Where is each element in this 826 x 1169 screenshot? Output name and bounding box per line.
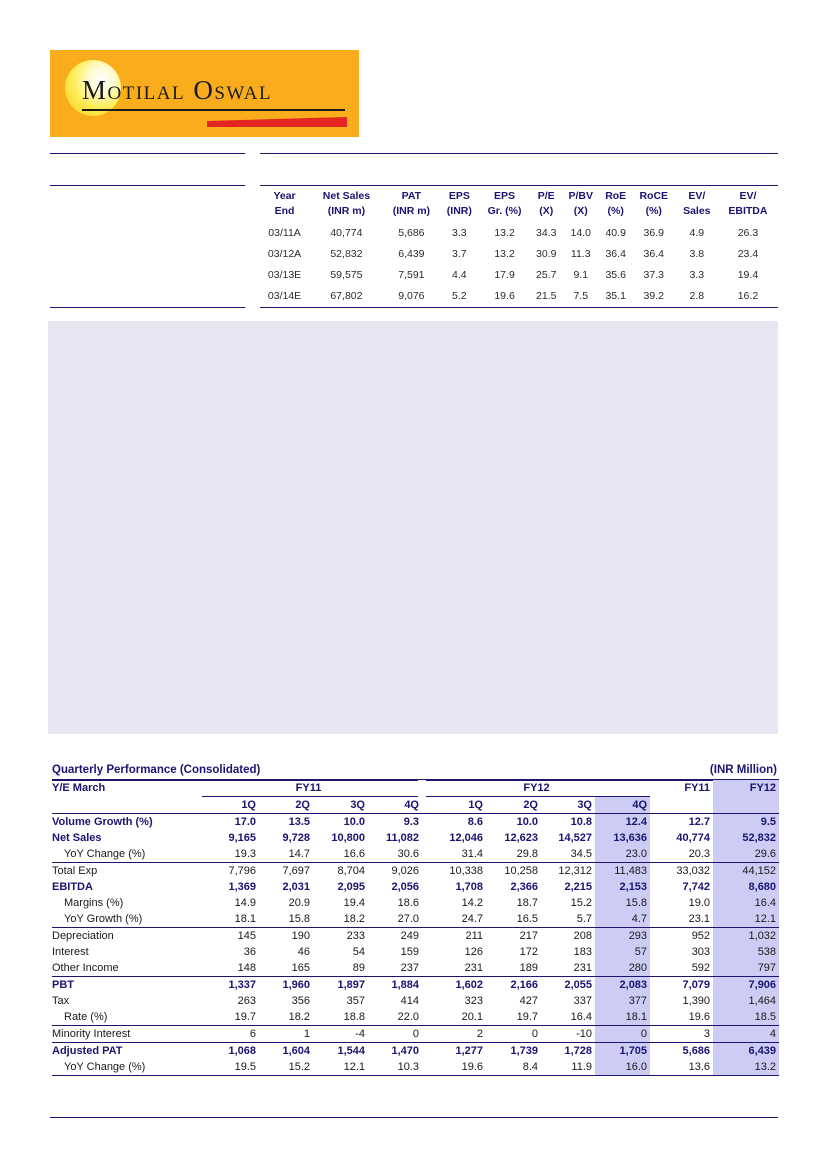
summary-header-cell: Year: [273, 190, 296, 202]
summary-header-cell: (%): [645, 205, 662, 217]
value-cell: 12,312: [541, 863, 595, 880]
value-cell: 172: [519, 946, 538, 958]
value-cell: 249: [368, 928, 422, 945]
value-cell: 0: [368, 1026, 422, 1043]
quarterly-row: [52, 911, 779, 928]
value-cell: 18.7: [516, 897, 538, 909]
quarter-header-row: [52, 797, 779, 814]
summary-cell: 7.5: [573, 289, 589, 302]
summary-cell: 35.6: [605, 268, 626, 281]
value-cell: 303: [691, 946, 711, 958]
value-cell: 1,728: [541, 1043, 595, 1060]
value-cell: 2,056: [391, 881, 419, 893]
value-cell: 34.5: [570, 848, 592, 860]
value-cell: 9,165: [228, 832, 256, 844]
value-cell: 12,623: [504, 832, 538, 844]
row-label: Volume Growth (%): [52, 814, 202, 831]
value-cell: 0: [486, 1026, 541, 1043]
summary-cell: 25.7: [536, 268, 557, 281]
value-cell: 2,153: [595, 879, 650, 895]
value-cell: 22.0: [397, 1011, 419, 1023]
value-cell: 19.6: [688, 1011, 711, 1023]
value-cell: 2,055: [541, 977, 595, 994]
value-cell: 18.2: [343, 913, 365, 925]
annual-fy11-header: FY11: [684, 782, 711, 795]
value-cell: 40,774: [676, 832, 711, 844]
summary-header-cell: (X): [539, 205, 554, 217]
value-cell: 7,079: [650, 977, 713, 994]
value-cell: 19.7: [234, 1011, 256, 1023]
summary-header-cell: P/E: [537, 190, 555, 202]
value-cell: 14.2: [461, 897, 483, 909]
summary-header-cell: EV/: [739, 190, 757, 202]
value-cell: 15.2: [570, 897, 592, 909]
quarter-header-cell: 4Q: [404, 799, 419, 811]
summary-header-cell: (INR m): [327, 205, 366, 217]
quarterly-row: [52, 863, 779, 880]
value-cell: 16.5: [516, 913, 538, 925]
quarterly-row: [52, 1026, 779, 1043]
summary-cell: 16.2: [737, 289, 759, 302]
value-cell: 54: [352, 946, 365, 958]
value-cell: 19.7: [516, 1011, 538, 1023]
summary-cell: 03/13E: [267, 268, 302, 281]
value-cell: 20.3: [688, 848, 711, 860]
value-cell: 10,800: [331, 832, 365, 844]
quarterly-row: [52, 928, 779, 945]
value-cell: -4: [313, 1026, 368, 1043]
summary-cell: 17.9: [494, 268, 515, 281]
value-cell: 17.0: [202, 814, 259, 831]
value-cell: 280: [595, 960, 650, 977]
summary-header-cell: PAT: [401, 190, 422, 202]
value-cell: 592: [691, 962, 711, 974]
quarterly-row: [52, 944, 779, 960]
value-cell: 57: [595, 944, 650, 960]
summary-header-cell: P/BV: [568, 190, 593, 202]
quarter-header-cell: 4Q: [595, 797, 650, 814]
value-cell: 7,697: [259, 863, 313, 880]
summary-cell: 03/12A: [267, 247, 302, 260]
value-cell: 211: [422, 928, 486, 945]
value-cell: 10,338: [422, 863, 486, 880]
value-cell: 13,636: [595, 830, 650, 846]
value-cell: 9.5: [713, 814, 779, 831]
value-cell: 356: [291, 995, 310, 1007]
value-cell: 159: [400, 946, 419, 958]
value-cell: 4: [713, 1026, 779, 1043]
value-cell: 1,897: [313, 977, 368, 994]
value-cell: 11,483: [595, 863, 650, 880]
value-cell: 18.2: [288, 1011, 310, 1023]
summary-cell: 59,575: [330, 268, 363, 281]
summary-header-cell: EPS: [494, 190, 516, 202]
value-cell: 1,337: [202, 977, 259, 994]
value-cell: 12,046: [449, 832, 483, 844]
value-cell: 165: [291, 962, 310, 974]
value-cell: 10.0: [313, 814, 368, 831]
row-label: YoY Growth (%): [64, 913, 143, 925]
value-cell: 23.1: [688, 913, 711, 925]
summary-cell: 3.7: [452, 247, 467, 260]
value-cell: 190: [259, 928, 313, 945]
value-cell: 16.0: [595, 1059, 650, 1076]
value-cell: 10,258: [486, 863, 541, 880]
summary-cell: 26.3: [737, 226, 759, 239]
row-label: Other Income: [52, 962, 119, 974]
quarter-header-spacer: [713, 797, 779, 814]
quarter-header-spacer: [52, 797, 202, 814]
value-cell: 89: [352, 962, 365, 974]
right-rule-bottom: [260, 307, 778, 308]
content-panel: [48, 321, 778, 734]
fy11-group-header: FY11: [202, 780, 422, 797]
value-cell: 377: [595, 993, 650, 1009]
logo-underline: [82, 109, 345, 111]
value-cell: 1,369: [228, 881, 256, 893]
quarterly-row: [52, 879, 779, 895]
value-cell: 183: [573, 946, 592, 958]
value-cell: 126: [464, 946, 483, 958]
annual-fy12-header: FY12: [713, 780, 779, 797]
value-cell: 217: [486, 928, 541, 945]
value-cell: 231: [573, 962, 592, 974]
summary-header-cell: RoCE: [639, 190, 669, 202]
value-cell: 19.4: [343, 897, 365, 909]
quarterly-row: [52, 993, 779, 1009]
summary-cell: 5,686: [398, 226, 425, 239]
quarterly-row: [52, 1009, 779, 1026]
value-cell: 6,439: [713, 1043, 779, 1060]
value-cell: 538: [713, 944, 779, 960]
value-cell: 1,705: [595, 1043, 650, 1060]
value-cell: 1,390: [682, 995, 711, 1007]
value-cell: 323: [464, 995, 483, 1007]
value-cell: 1,068: [202, 1043, 259, 1060]
logo-wordmark: Motilal Oswal: [82, 75, 273, 105]
value-cell: 1,739: [486, 1043, 541, 1060]
summary-cell: 36.4: [605, 247, 626, 260]
quarter-header-cell: 3Q: [350, 799, 365, 811]
summary-row: [259, 243, 778, 264]
quarterly-row: [52, 895, 779, 911]
value-cell: 2,366: [510, 881, 538, 893]
right-rule-top: [260, 153, 778, 154]
row-label: Adjusted PAT: [52, 1043, 202, 1060]
quarter-header-cell: 3Q: [577, 799, 592, 811]
value-cell: 145: [202, 928, 259, 945]
quarter-header-spacer: [650, 797, 713, 814]
value-cell: 18.8: [343, 1011, 365, 1023]
row-label: YoY Change (%): [52, 1059, 202, 1076]
left-rule-mid: [50, 185, 245, 186]
summary-header-cell: RoE: [605, 190, 627, 202]
value-cell: 24.7: [461, 913, 483, 925]
row-label: Tax: [52, 995, 70, 1007]
summary-cell: 2.8: [689, 289, 705, 302]
quarterly-title: Quarterly Performance (Consolidated): [52, 764, 261, 776]
summary-cell: 19.6: [494, 289, 515, 302]
value-cell: 1,464: [713, 993, 779, 1009]
value-cell: 5,686: [650, 1043, 713, 1060]
value-cell: 2,031: [282, 881, 310, 893]
value-cell: 20.1: [461, 1011, 483, 1023]
row-label: Total Exp: [52, 863, 202, 880]
quarter-header-cell: 1Q: [241, 799, 256, 811]
summary-cell: 21.5: [536, 289, 557, 302]
value-cell: 29.8: [516, 848, 538, 860]
summary-cell: 13.2: [494, 247, 515, 260]
right-rule-mid: [260, 185, 778, 186]
logo-swoosh-icon: [207, 117, 347, 127]
summary-cell: 03/14E: [267, 289, 302, 302]
row-label: PBT: [52, 977, 202, 994]
value-cell: 18.5: [713, 1009, 779, 1026]
value-cell: 12.1: [313, 1059, 368, 1076]
value-cell: 16.4: [713, 895, 779, 911]
value-cell: 1,884: [368, 977, 422, 994]
value-cell: 46: [297, 946, 310, 958]
value-cell: 18.6: [397, 897, 419, 909]
summary-header-cell: EV/: [688, 190, 706, 202]
value-cell: 1,544: [313, 1043, 368, 1060]
summary-cell: 14.0: [570, 226, 591, 239]
summary-header-cell: Gr. (%): [487, 205, 522, 217]
value-cell: 19.6: [422, 1059, 486, 1076]
value-cell: 15.8: [288, 913, 310, 925]
summary-cell: 4.9: [689, 226, 705, 239]
value-cell: 797: [713, 960, 779, 977]
row-label: Margins (%): [64, 897, 124, 909]
value-cell: 14.9: [234, 897, 256, 909]
value-cell: 8.6: [422, 814, 486, 831]
value-cell: 8,680: [713, 879, 779, 895]
value-cell: 27.0: [397, 913, 419, 925]
summary-cell: 67,802: [330, 289, 363, 302]
footer-rule: [50, 1117, 778, 1118]
value-cell: 12.4: [595, 814, 650, 831]
summary-header-cell: (INR m): [392, 205, 431, 217]
quarterly-row: [52, 830, 779, 846]
company-logo: [50, 50, 359, 137]
value-cell: 237: [400, 962, 419, 974]
value-cell: 337: [573, 995, 592, 1007]
value-cell: 7,906: [713, 977, 779, 994]
summary-cell: 36.4: [643, 247, 664, 260]
value-cell: 10.8: [541, 814, 595, 831]
value-cell: 12.1: [713, 911, 779, 928]
value-cell: 952: [650, 928, 713, 945]
value-cell: 8,704: [313, 863, 368, 880]
value-cell: 2,215: [564, 881, 592, 893]
summary-header-row-2: [259, 204, 778, 222]
row-label: Interest: [52, 946, 89, 958]
value-cell: 11,082: [385, 832, 419, 844]
value-cell: 427: [519, 995, 538, 1007]
value-cell: 5.7: [576, 913, 592, 925]
quarter-header-cell: 2Q: [523, 799, 538, 811]
value-cell: 13.5: [259, 814, 313, 831]
value-cell: 1,604: [259, 1043, 313, 1060]
summary-header-cell: (X): [573, 205, 588, 217]
row-label: Depreciation: [52, 928, 202, 945]
value-cell: 9,026: [368, 863, 422, 880]
summary-cell: 30.9: [536, 247, 557, 260]
summary-cell: 13.2: [494, 226, 515, 239]
value-cell: 414: [400, 995, 419, 1007]
value-cell: 13.6: [650, 1059, 713, 1076]
value-cell: 18.1: [234, 913, 256, 925]
value-cell: 1,960: [259, 977, 313, 994]
row-label: EBITDA: [52, 881, 93, 893]
value-cell: 23.0: [595, 846, 650, 863]
quarterly-row: [52, 1059, 779, 1076]
row-label: Rate (%): [64, 1011, 108, 1023]
value-cell: 7,742: [682, 881, 711, 893]
summary-row: [259, 285, 778, 306]
value-cell: 7,796: [202, 863, 259, 880]
summary-header-cell: (%): [607, 205, 624, 217]
value-cell: 2,083: [595, 977, 650, 994]
row-label: Minority Interest: [52, 1026, 202, 1043]
fy-header-row: [52, 780, 779, 797]
summary-header-cell: End: [274, 205, 295, 217]
value-cell: 0: [595, 1026, 650, 1043]
quarterly-row: [52, 977, 779, 994]
value-cell: 1,470: [368, 1043, 422, 1060]
summary-cell: 40,774: [330, 226, 363, 239]
value-cell: 2,095: [337, 881, 365, 893]
value-cell: 16.6: [343, 848, 365, 860]
financial-summary-table: [259, 189, 778, 306]
summary-header-cell: Net Sales: [322, 190, 371, 202]
value-cell: 13.2: [713, 1059, 779, 1076]
value-cell: -10: [541, 1026, 595, 1043]
value-cell: 16.4: [570, 1011, 592, 1023]
value-cell: 1,708: [455, 881, 483, 893]
summary-header-cell: EBITDA: [728, 205, 768, 217]
value-cell: 231: [464, 962, 483, 974]
summary-header-row-1: [259, 189, 778, 204]
value-cell: 14,527: [558, 832, 592, 844]
quarter-header-cell: 2Q: [295, 799, 310, 811]
value-cell: 44,152: [713, 863, 779, 880]
value-cell: 1,277: [422, 1043, 486, 1060]
value-cell: 12.7: [650, 814, 713, 831]
left-rule-bottom: [50, 307, 245, 308]
value-cell: 19.0: [688, 897, 711, 909]
value-cell: 189: [519, 962, 538, 974]
value-cell: 19.5: [202, 1059, 259, 1076]
fy12-group-header: FY12: [422, 780, 650, 797]
left-rule-top: [50, 153, 245, 154]
value-cell: 8.4: [486, 1059, 541, 1076]
summary-cell: 23.4: [737, 247, 759, 260]
quarterly-row: [52, 1043, 779, 1060]
summary-cell: 4.4: [452, 268, 467, 281]
value-cell: 9.3: [368, 814, 422, 831]
summary-cell: 03/11A: [268, 226, 301, 239]
value-cell: 15.8: [595, 895, 650, 911]
summary-header-cell: Sales: [683, 205, 711, 217]
summary-row: [259, 264, 778, 285]
value-cell: 357: [346, 995, 365, 1007]
value-cell: 1,602: [422, 977, 486, 994]
value-cell: 10.0: [486, 814, 541, 831]
value-cell: 233: [313, 928, 368, 945]
value-cell: 52,832: [713, 830, 779, 846]
quarterly-row: [52, 814, 779, 831]
summary-cell: 3.8: [689, 247, 705, 260]
summary-cell: 6,439: [398, 247, 425, 260]
row-label: YoY Change (%): [64, 848, 146, 860]
value-cell: 15.2: [259, 1059, 313, 1076]
value-cell: 2,166: [486, 977, 541, 994]
value-cell: 9,728: [282, 832, 310, 844]
value-cell: 19.3: [234, 848, 256, 860]
summary-row: [259, 222, 778, 243]
quarterly-row: [52, 960, 779, 977]
value-cell: 4.7: [595, 911, 650, 928]
value-cell: 20.9: [288, 897, 310, 909]
summary-cell: 7,591: [398, 268, 425, 281]
value-cell: 2: [422, 1026, 486, 1043]
summary-cell: 9.1: [573, 268, 589, 281]
summary-cell: 34.3: [536, 226, 557, 239]
summary-cell: 11.3: [570, 247, 591, 260]
value-cell: 3: [650, 1026, 713, 1043]
value-cell: 29.6: [713, 846, 779, 863]
summary-cell: 3.3: [452, 226, 467, 239]
summary-header-cell: (INR): [446, 205, 472, 217]
value-cell: 208: [541, 928, 595, 945]
value-cell: 1,032: [713, 928, 779, 945]
value-cell: 293: [595, 928, 650, 945]
value-cell: 33,032: [650, 863, 713, 880]
row-label: Net Sales: [52, 832, 102, 844]
summary-cell: 19.4: [737, 268, 759, 281]
summary-cell: 36.9: [643, 226, 664, 239]
quarterly-performance-table: [52, 780, 779, 1076]
summary-cell: 37.3: [643, 268, 664, 281]
value-cell: 18.1: [595, 1009, 650, 1026]
quarter-header-cell: 1Q: [468, 799, 483, 811]
value-cell: 11.9: [541, 1059, 595, 1076]
summary-cell: 39.2: [643, 289, 664, 302]
summary-cell: 5.2: [452, 289, 467, 302]
value-cell: 6: [202, 1026, 259, 1043]
value-cell: 31.4: [461, 848, 483, 860]
value-cell: 263: [237, 995, 256, 1007]
row-header-label: Y/E March: [52, 782, 106, 795]
value-cell: 30.6: [397, 848, 419, 860]
value-cell: 36: [243, 946, 256, 958]
summary-cell: 9,076: [398, 289, 425, 302]
quarterly-unit: (INR Million): [709, 764, 777, 776]
value-cell: 148: [237, 962, 256, 974]
value-cell: 14.7: [288, 848, 310, 860]
summary-cell: 3.3: [689, 268, 705, 281]
value-cell: 1: [259, 1026, 313, 1043]
value-cell: 10.3: [368, 1059, 422, 1076]
summary-cell: 40.9: [605, 226, 626, 239]
summary-cell: 35.1: [605, 289, 626, 302]
summary-header-cell: EPS: [448, 190, 470, 202]
quarterly-row: [52, 846, 779, 863]
summary-cell: 52,832: [330, 247, 363, 260]
